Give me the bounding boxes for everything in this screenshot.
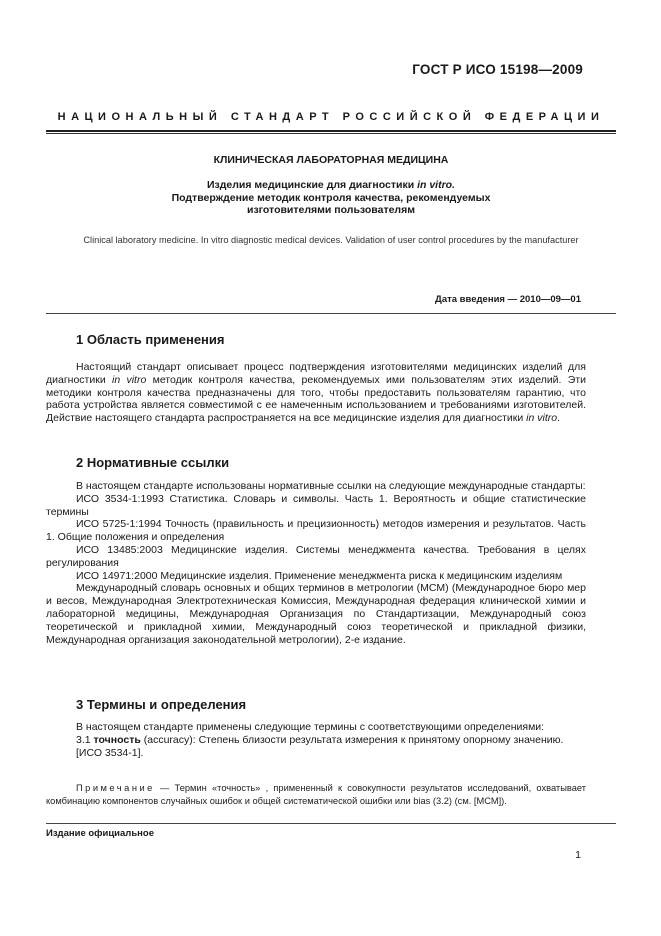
subtitle (46, 179, 616, 217)
section-3-heading: 3 Термины и определения (76, 697, 247, 712)
main-title: КЛИНИЧЕСКАЯ ЛАБОРАТОРНАЯ МЕДИЦИНА (213, 154, 449, 166)
section-2-heading: 2 Нормативные ссылки (76, 455, 230, 470)
header-rule-thick (46, 130, 616, 132)
english-title: Clinical laboratory medicine. In vitro diagnostic medical devices. Validation of user control procedures by the manufacturer (83, 235, 579, 245)
national-standard-banner: НАЦИОНАЛЬНЫЙ СТАНДАРТ РОССИЙСКОЙ ФЕДЕРАЦИИ (57, 111, 605, 123)
section-1-heading: 1 Область применения (76, 332, 225, 347)
reference-item: ИСО 13485:2003 Медицинские изделия. Системы менеджмента качества. Требования в целях регулирования (46, 543, 586, 569)
reference-item: ИСО 5725-1:1994 Точность (правильность и прецизионность) методов измерения и результатов. Часть 1. Общие положения и определения (46, 518, 586, 544)
header-rule-thin (46, 133, 616, 134)
footer-rule (46, 823, 616, 824)
date-rule (46, 313, 616, 314)
section-3-intro: В настоящем стандарте применены следующие термины с соответствующими определениями: (76, 721, 545, 733)
vocabulary-reference: Международный словарь основных и общих терминов в метрологии (МСМ) (Международное бюро мер и весов, Международная Электротехническая Комиссия, Международная федерация клинической химии и лабораторной медицины, Международная Организация по Стандартизации, Международный союз теоретической и прикладной химии, Международный союз теоретической и прикладной физики, Международная организация законодательной метрологии), 2-е издание. (46, 582, 586, 646)
subtitle-line1: Изделия медицинские для диагностики (206, 179, 418, 191)
term-definition-text: (accuracy): Степень близости результата измерения к принятому опорному значению. (140, 733, 564, 746)
reference-item: ИСО 3534-1:1993 Статистика. Словарь и символы. Часть 1. Вероятность и общие статистические термины (46, 492, 586, 518)
note-label: Примечание (76, 783, 155, 793)
document-code: ГОСТ Р ИСО 15198—2009 (412, 62, 583, 77)
subtitle-in-vitro: in vitro. (417, 179, 456, 191)
s1-text-c: методик контроля качества, рекомендуемых ими пользователям этих изделий. Эти методики контроля качества предназначены для того, чтобы предоставить пользователям гарантию, что работа устройства является совместимой с ее намеченным использованием и требованиями изготовителей. Действие настоящего стандарта распространяется на все медицинские изделия для диагностики (46, 373, 586, 425)
introduction-date: Дата введения — 2010—09—01 (435, 294, 581, 305)
section-1-body (46, 361, 586, 425)
page-number: 1 (575, 849, 581, 861)
reference-item: ИСО 14971:2000 Медицинские изделия. Применение менеджмента риска к медицинским изделиям (76, 569, 563, 582)
note-text: — Термин «точность» , примененный к совокупности результатов исследований, охватывает комбинацию компонентов случайных ошибок и общей систематической ошибки или bias (3.2) (см. [МСМ]). (46, 783, 586, 806)
term-number: 3.1 (76, 733, 94, 746)
section-2-intro: В настоящем стандарте использованы нормативные ссылки на следующие международные стандарты: (76, 480, 586, 492)
edition-label: Издание официальное (46, 828, 154, 839)
section-1-paragraph (46, 361, 586, 425)
term-word: точность (93, 733, 141, 746)
subtitle-line2: Подтверждение методик контроля качества, рекомендуемых (171, 191, 491, 204)
section-3-body (46, 721, 586, 759)
term-definition (46, 734, 586, 747)
subtitle-line3: изготовителями пользователям (247, 204, 415, 216)
s1-in-vitro-2: in vitro (526, 412, 558, 425)
s1-text-e: . (557, 412, 561, 425)
section-2-body (46, 480, 586, 646)
term-reference: [ИСО 3534-1]. (76, 746, 144, 759)
s1-in-vitro-1: in vitro (111, 373, 147, 386)
note (46, 782, 586, 807)
s1-text-a: Настоящий стандарт описывает процесс подтверждения изготовителями медицинских изделий для диагностики (46, 361, 586, 386)
